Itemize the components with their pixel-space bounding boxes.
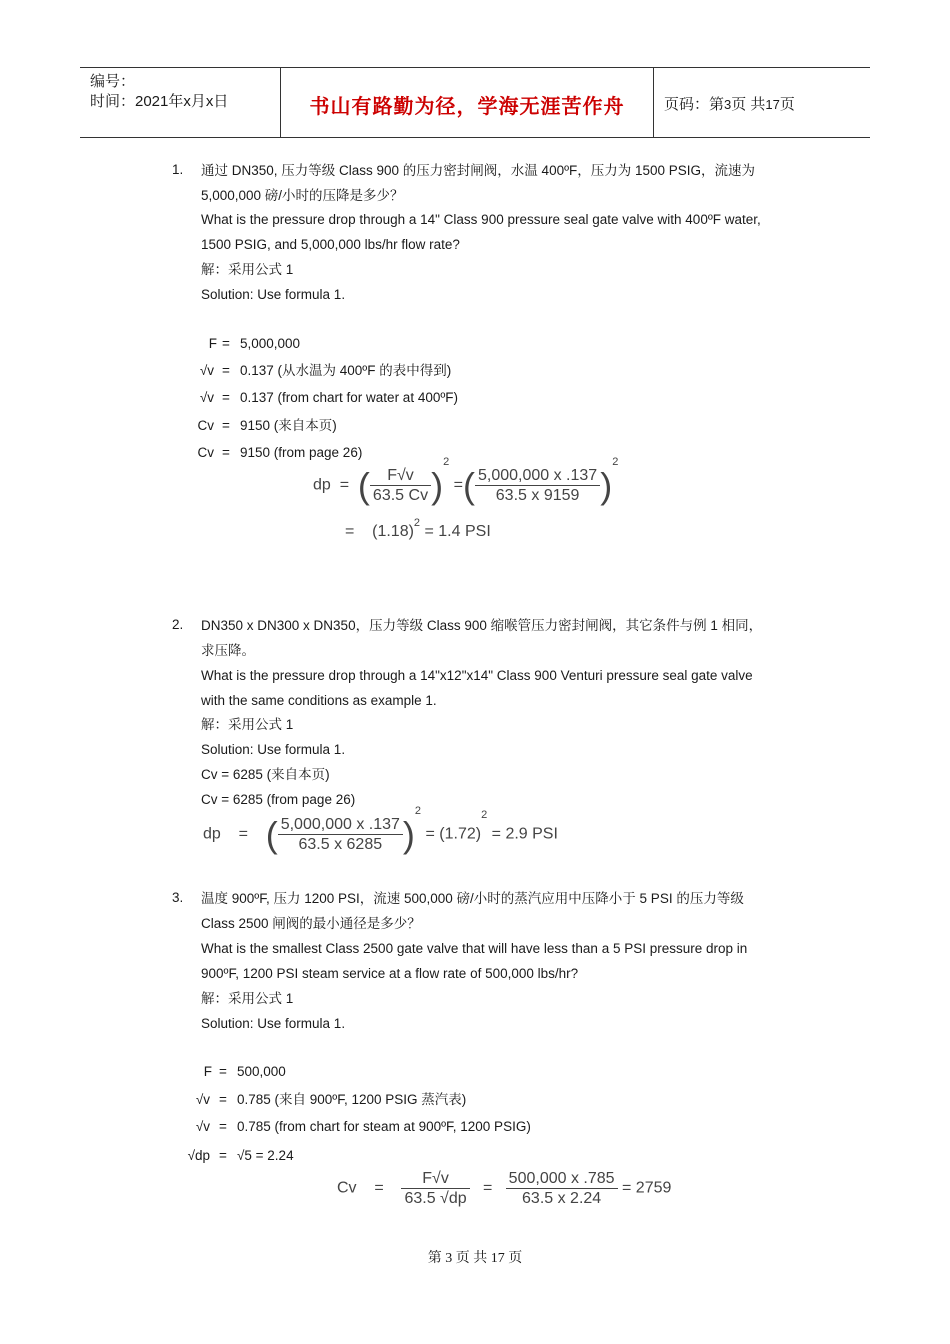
q3-solution-cn: 解：采用公式 1	[201, 991, 294, 1006]
q1-var-label: Cv	[197, 445, 214, 460]
page-header	[80, 67, 870, 138]
fraction-numerator: 500,000 x .785	[506, 1169, 618, 1189]
formula-lhs: dp	[203, 825, 221, 843]
q1-var-eq: =	[222, 445, 230, 460]
exponent: 2	[612, 456, 619, 468]
formula-eq: =	[339, 476, 350, 494]
q2-solution-cn: 解：采用公式 1	[201, 717, 294, 732]
q3-solution-en: Solution: Use formula 1.	[201, 1016, 346, 1031]
q1-var-label: Cv	[197, 418, 214, 433]
q1-formula: dp = ( $\frac{F√v}{63.5 Cv}$ )$^2$ =( $\frac{5,000,000 x .137}{63.5 x 9159}$ )$^2$	[313, 456, 619, 506]
header-motto-cell	[281, 68, 654, 137]
q2-solution-en: Solution: Use formula 1.	[201, 742, 346, 757]
q1-var-label: √v	[199, 363, 214, 378]
page-footer: 第 3 页 共 17 页	[427, 1251, 523, 1266]
q2-cn-line2: 求压降。	[201, 643, 255, 658]
exponent: 2	[443, 456, 450, 468]
q3-formula	[337, 1169, 671, 1208]
fraction-denominator: 63.5 Cv	[372, 487, 429, 504]
q3-var-eq: =	[219, 1119, 227, 1134]
formula-fraction	[506, 1169, 618, 1208]
fraction-denominator: 63.5 x 2.24	[522, 1190, 602, 1207]
q3-var-eq: =	[219, 1148, 227, 1163]
page-num: 3	[724, 97, 732, 112]
q3-var-label: √dp	[187, 1148, 210, 1163]
q1-var-eq: =	[222, 336, 230, 351]
q1-var-value: 0.137 (从水温为 400ºF 的表中得到)	[240, 363, 452, 378]
q3-cn-line2: Class 2500 闸阀的最小通径是多少？	[201, 916, 421, 931]
fraction-numerator: F√v	[401, 1169, 469, 1189]
page-suffix: 页	[779, 96, 795, 113]
formula-lhs: Cv	[337, 1179, 357, 1197]
q1-solution-en: Solution: Use formula 1.	[201, 287, 346, 302]
formula-eq: =	[374, 1179, 384, 1197]
q3-var-value: 0.785 (来自 900ºF, 1200 PSIG 蒸汽表)	[237, 1092, 467, 1107]
formula-fraction	[370, 466, 431, 505]
q1-solution-cn: 解：采用公式 1	[201, 262, 294, 277]
result-base: (1.18)	[372, 523, 414, 540]
exponent: 2	[414, 805, 422, 817]
formula-fraction	[401, 1169, 469, 1208]
q1-var-value: 9150 (来自本页)	[240, 418, 337, 433]
formula-eq: =	[482, 1179, 493, 1197]
q3-en-line1: What is the smallest Class 2500 gate valve that will have less than a 5 PSI pressure drop in	[201, 941, 748, 956]
q3-var-label: √v	[195, 1119, 210, 1134]
fraction-denominator: 63.5 x 6285	[298, 836, 383, 853]
exponent: 2	[413, 517, 421, 529]
q1-formula-result	[345, 517, 491, 541]
fraction-numerator: F√v	[370, 466, 431, 486]
page-mid: 页 共	[731, 96, 766, 113]
formula-fraction	[475, 466, 600, 505]
header-meta-cell	[80, 68, 281, 137]
fraction-denominator: 63.5 x 9159	[495, 487, 580, 504]
exponent: 2	[481, 809, 488, 821]
q1-cn-line2: 5,000,000 磅/小时的压降是多少？	[201, 188, 404, 203]
header-page-cell	[654, 68, 870, 137]
fraction-numerator: 5,000,000 x .137	[278, 815, 403, 835]
q1-en-line2: 1500 PSIG, and 5,000,000 lbs/hr flow rate?	[201, 237, 460, 252]
q3-var-eq: =	[219, 1064, 227, 1079]
date-label: 时间：2021年x月x日	[90, 93, 229, 110]
result-value: = 2759	[622, 1179, 672, 1197]
q2-en-line2: with the same conditions as example 1.	[201, 693, 437, 708]
serial-label: 编号：	[90, 73, 136, 90]
q2-cv-cn: Cv = 6285 (来自本页)	[201, 767, 330, 782]
q2-cn-line1: DN350 x DN300 x DN350，压力等级 Class 900 缩喉管压力密封闸阀，其它条件与例 1 相同，	[201, 618, 763, 633]
q2-formula: dp = ( $\frac{5,000,000 x .137}{63.5 x 6285}$ )$^2 = (1.72)^2 = 2.9$ PSI	[203, 805, 558, 855]
q3-var-value: √5 = 2.24	[237, 1148, 294, 1163]
q1-var-eq: =	[222, 418, 230, 433]
q2-cv-en: Cv = 6285 (from page 26)	[201, 792, 356, 807]
q2-en-line1: What is the pressure drop through a 14"x12"x14" Class 900 Venturi pressure seal gate valve	[201, 668, 753, 683]
formula-lhs: dp	[313, 476, 331, 494]
result-value: = 2.9 PSI	[487, 825, 558, 843]
page-total: 17	[765, 97, 780, 112]
q1-var-eq: =	[222, 363, 230, 378]
page-indicator	[664, 93, 795, 114]
q3-var-label: F	[203, 1064, 212, 1079]
q3-cn-line1: 温度 900ºF, 压力 1200 PSI，流速 500,000 磅/小时的蒸汽应用中压降小于 5 PSI 的压力等级	[201, 891, 744, 906]
formula-eq: =	[238, 825, 248, 843]
q1-en-line1: What is the pressure drop through a 14" Class 900 pressure seal gate valve with 400ºF water,	[201, 212, 761, 227]
result-base: = (1.72)	[421, 825, 482, 843]
q1-cn-line1: 通过 DN350, 压力等级 Class 900 的压力密封闸阀，水温 400ºF，压力为 1500 PSIG，流速为	[201, 163, 756, 178]
q3-var-label: √v	[195, 1092, 210, 1107]
page-prefix: 页码：第	[664, 96, 725, 113]
fraction-numerator: 5,000,000 x .137	[475, 466, 600, 486]
q1-var-label: √v	[199, 390, 214, 405]
q2-number: 2.	[172, 617, 184, 632]
q3-en-line2: 900ºF, 1200 PSI steam service at a flow rate of 500,000 lbs/hr?	[201, 966, 579, 981]
formula-eq: =	[453, 476, 463, 494]
q1-var-value: 0.137 (from chart for water at 400ºF)	[240, 390, 459, 405]
q1-var-eq: =	[222, 390, 230, 405]
q1-var-value: 5,000,000	[240, 336, 301, 351]
q3-var-value: 500,000	[237, 1064, 286, 1079]
motto: 书山有路勤为径，学海无涯苦作舟	[309, 96, 625, 118]
formula-fraction	[278, 815, 403, 854]
q3-var-eq: =	[219, 1092, 227, 1107]
result-value: = 1.4 PSI	[420, 523, 491, 540]
q1-var-value: 9150 (from page 26)	[240, 445, 363, 460]
q1-var-label: F	[208, 336, 217, 351]
fraction-denominator: 63.5 √dp	[404, 1190, 467, 1207]
q1-number: 1.	[172, 162, 184, 177]
formula-eq: =	[345, 523, 355, 540]
q3-var-value: 0.785 (from chart for steam at 900ºF, 1200 PSIG)	[237, 1119, 531, 1134]
q3-number: 3.	[172, 890, 184, 905]
